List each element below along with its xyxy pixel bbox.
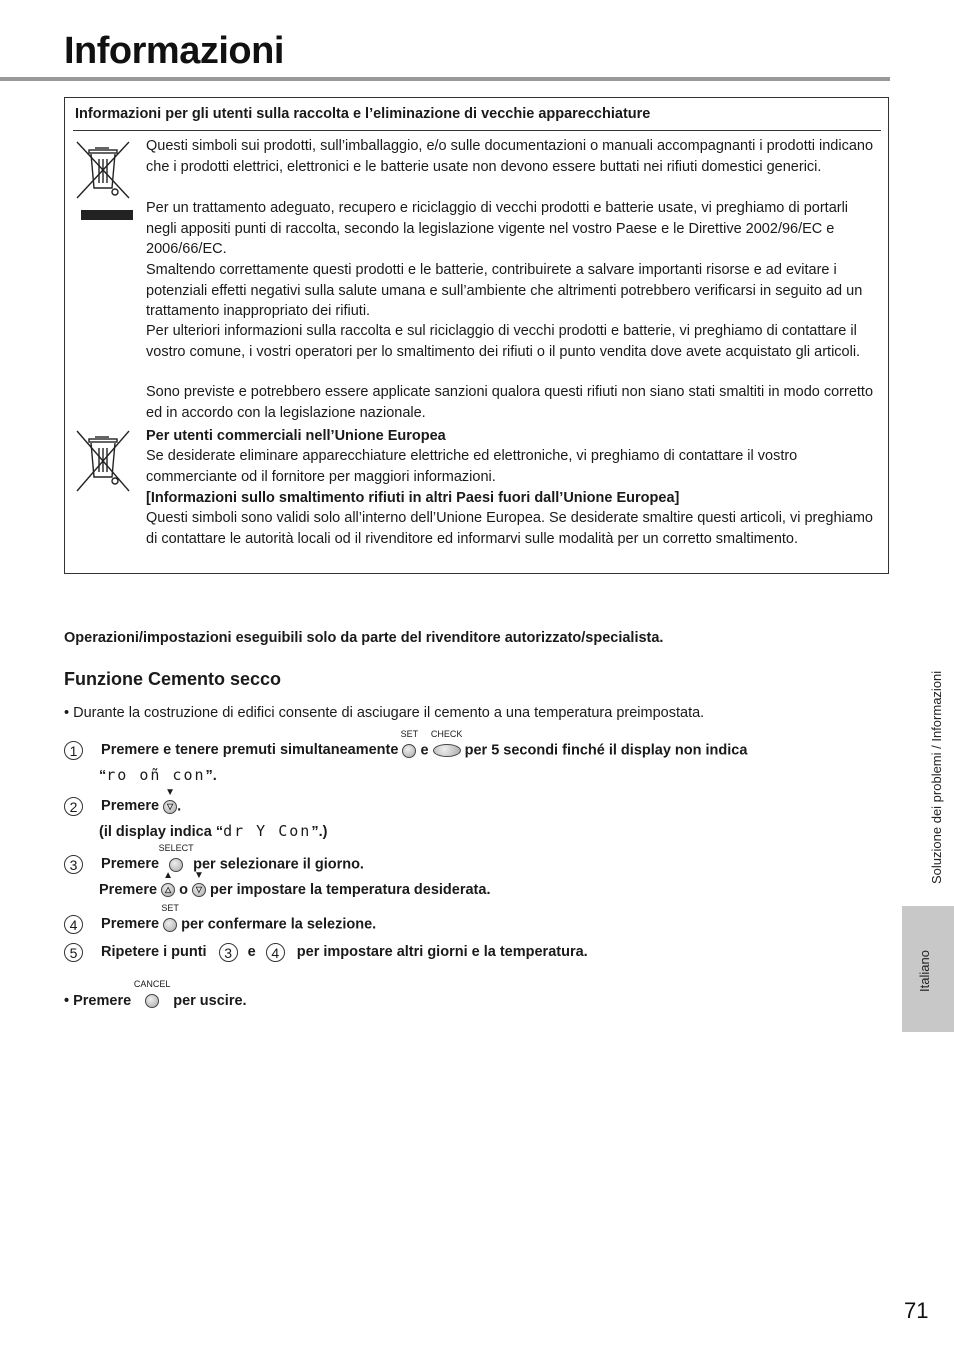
step-2 — [64, 786, 182, 816]
set-label: SET — [400, 728, 419, 739]
info-paragraph: Per un trattamento adeguato, recupero e riciclaggio di vecchi prodotti e batterie usate, vi preghiamo di portarli negli appositi punti di raccolta, secondo la legislazione vigente nel vostro Paese e le Direttive 2002/96/EC e 2006/66/EC. — [146, 200, 849, 257]
check-button-icon — [430, 728, 463, 759]
step-number: 3 — [64, 855, 83, 874]
step-text: per uscire. — [173, 993, 247, 1009]
set-button-icon — [400, 728, 419, 759]
section-heading: Funzione Cemento secco — [64, 669, 282, 689]
step-text: Premere — [101, 916, 160, 933]
step-4 — [64, 902, 377, 934]
select-label: SELECT — [158, 842, 194, 853]
display-readout: dr Y Con — [223, 822, 312, 840]
step-text: Premere — [99, 882, 158, 898]
quote-close: ”. — [205, 768, 217, 784]
step-3 — [64, 842, 364, 874]
page-title: Informazioni — [64, 30, 284, 72]
cancel-button-icon — [133, 979, 171, 1009]
step-text: (il display indica “ — [99, 824, 224, 840]
business-text: Se desiderate eliminare apparecchiature elettriche ed elettroniche, vi preghiamo di contattare il vostro commerciante od il fornitore per maggiori informazioni. — [146, 448, 798, 485]
step-text: . — [177, 798, 182, 815]
set-button-icon — [161, 902, 179, 933]
disposal-info-box — [64, 97, 889, 574]
language-side-label: Italiano — [917, 950, 932, 992]
box-heading: Informazioni per gli utenti sulla raccolta e l’eliminazione di vecchie apparecchiature — [75, 106, 651, 122]
section-side-label: Soluzione dei problemi / Informazioni — [929, 670, 944, 884]
step-text: o — [179, 882, 188, 898]
info-paragraph: Questi simboli sui prodotti, sull’imballaggio, e/o sulle documentazioni o manuali accompagnanti i prodotti indicano che i prodotti elettrici, elettronici e le batterie usate non devono essere buttati nei rifiuti domestici generici. — [146, 138, 874, 175]
outside-eu-text: Questi simboli sono validi solo all’interno dell’Unione Europea. Se desiderate smaltire questi articoli, vi preghiamo di contattare le autorità locali od il rivenditore ed informarvi sulle modalità per un corretto smaltimento. — [146, 510, 873, 547]
dealer-note: Operazioni/impostazioni eseguibili solo da parte del rivenditore autorizzato/specialista. — [64, 630, 664, 646]
quote-open: “ — [99, 768, 107, 784]
step-number: 5 — [64, 943, 83, 962]
crossed-bin-icon — [75, 140, 133, 224]
crossed-bin-icon — [75, 429, 133, 495]
step-text: e — [420, 742, 429, 759]
check-label: CHECK — [430, 728, 463, 739]
up-button-icon: ▲ △ — [161, 882, 175, 898]
step-text: • Premere — [64, 993, 132, 1009]
step-text: Premere — [101, 856, 160, 873]
step-text: Premere — [101, 798, 160, 815]
intro-text: • Durante la costruzione di edifici consente di asciugare il cemento a una temperatura preimpostata. — [64, 705, 705, 721]
step-1 — [64, 728, 748, 760]
step-number: 1 — [64, 741, 83, 760]
page-number: 71 — [904, 1298, 929, 1323]
business-heading: Per utenti commerciali nell’Unione Europea — [146, 428, 446, 444]
step-text: per 5 secondi finché il display non indica — [464, 742, 748, 759]
set-label: SET — [161, 902, 179, 913]
step-text: per impostare altri giorni e la temperatura. — [296, 944, 588, 961]
step-3-temp — [99, 870, 491, 898]
down-button-icon: ▼ ▽ — [163, 799, 177, 815]
step-5 — [64, 943, 588, 962]
cancel-label: CANCEL — [133, 979, 171, 990]
step-text: per impostare la temperatura desiderata. — [210, 882, 491, 898]
info-paragraph: Sono previste e potrebbero essere applicate sanzioni qualora questi rifiuti non siano stati smaltiti in modo corretto ed in accordo con la legislazione nazionale. — [146, 384, 874, 421]
step-number: 4 — [64, 915, 83, 934]
step-text: Ripetere i punti — [101, 944, 207, 961]
step-text: per confermare la selezione. — [181, 916, 377, 933]
step-number: 2 — [64, 797, 83, 816]
quote-close: ”.) — [311, 824, 328, 840]
step-text: per selezionare il giorno. — [193, 856, 364, 873]
step-text: Premere e tenere premuti simultaneamente — [101, 742, 399, 759]
title-divider — [0, 77, 890, 81]
info-paragraph: Smaltendo correttamente questi prodotti e le batterie, contribuirete a salvare importanti risorse e ad evitare i potenziali effetti negativi sulla salute umana e sull’ambiente che altrimenti potrebbero verificarsi in seguito ad un trattamento inappropriato dei rifiuti. — [146, 262, 863, 319]
step-1-display — [99, 766, 217, 784]
down-button-icon: ▼ ▽ — [192, 882, 206, 898]
step-2-display — [99, 822, 327, 840]
step-reference: 4 — [266, 943, 285, 962]
step-text: e — [247, 944, 256, 961]
outside-eu-heading: [Informazioni sullo smaltimento rifiuti in altri Paesi fuori dall’Unione Europea] — [146, 490, 680, 506]
box-divider — [73, 130, 881, 131]
info-paragraph: Per ulteriori informazioni sulla raccolta e sul riciclaggio di vecchi prodotti e batterie, vi preghiamo di contattare il vostro comune, i vostri operatori per lo smaltimento dei rifiuti o il punto vendita dove avete acquistato gli articoli. — [146, 323, 861, 360]
step-reference: 3 — [219, 943, 238, 962]
exit-step — [64, 979, 247, 1009]
display-readout: ro oñ con — [106, 766, 206, 784]
